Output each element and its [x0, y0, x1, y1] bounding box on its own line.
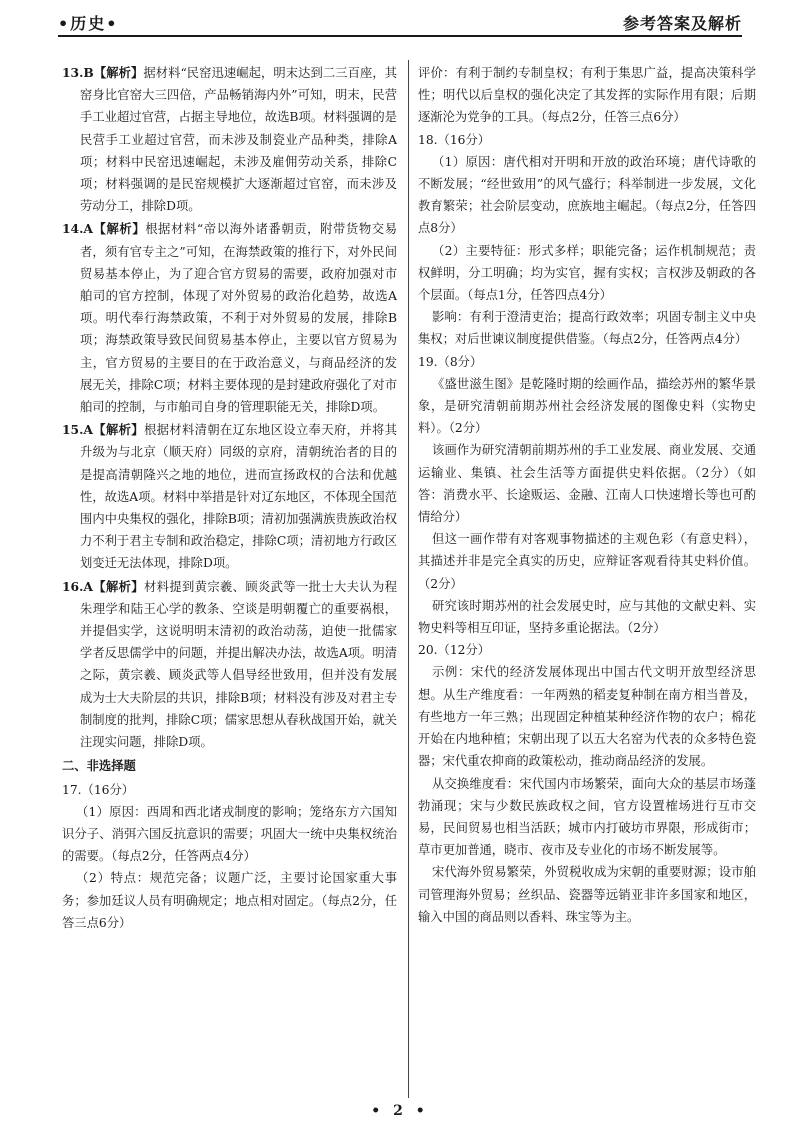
answer-14 [62, 218, 397, 418]
answer-18-impact: 影响：有利于澄清吏治；提高行政效率；巩固专制主义中央集权；对后世谏议制度提供借鉴。（每点2分，任答两点4分） [418, 310, 756, 347]
answer-18-number: 18.（16分） [418, 132, 491, 147]
answer-17-part1: （1）原因：西周和西北诸戎制度的影响；笼络东方六国知识分子、消弭六国反抗意识的需要；巩固大一统中央集权统治的需要。（每点2分，任答两点4分） [62, 804, 397, 864]
answer-13-tag: 13.B【解析】 [62, 65, 144, 80]
answer-20-number: 20.（12分） [418, 643, 491, 658]
answer-15-text: 根据材料清朝在辽东地区设立奉天府，并将其升级为与北京（顺天府）同级的京府，清朝统治者的目的是提高清朝隆兴之地的地位，进而宣扬政权的合法和优越性，故选A项。材料中举措是针对辽东地区，不体现全国范围内中央集权的强化，排除B项；清初加强满族贵族政治权力不利于君主专制和政治稳定，排除C项；清初地方行政区划变迁无法体现，排除D项。 [80, 423, 397, 571]
answer-19-number: 19.（8分） [418, 354, 483, 369]
answer-20-para1: 示例：宋代的经济发展体现出中国古代文明开放型经济思想。从生产维度看：一年两熟的稻麦复种制在南方相当普及，有些地方一年三熟；出现固定种植某种经济作物的农户；棉花开始在内地种植；宋朝出现了以五大名窑为代表的众多特色瓷器；宋代重农抑商的政策松动，推动商品经济的发展。 [418, 665, 756, 769]
answer-16 [62, 576, 397, 754]
document-title: 参考答案及解析 [622, 14, 742, 33]
answer-20-para2: 从交换维度看：宋代国内市场繁荣，面向大众的基层市场蓬勃涌现；宋与少数民族政权之间，官方设置榷场进行互市交易，民间贸易也相当活跃；城市内打破坊市界限，形成街市；草市更加普通，晓市、夜市及专业化的市场不断发展等。 [418, 776, 756, 858]
answer-13 [62, 62, 397, 217]
header-rule [58, 35, 742, 37]
answer-15 [62, 419, 397, 574]
answer-17-part2: （2）特点：规范完备；议题广泛，主要讨论国家重大事务；参加廷议人员有明确规定；地点相对固定。（每点2分，任答三点6分） [62, 871, 397, 930]
answer-20-para3: 宋代海外贸易繁荣，外贸税收成为宋朝的重要财源；设市舶司管理海外贸易；丝织品、瓷器等远销亚非许多国家和地区，输入中国的商品则以香料、珠宝等为主。 [418, 865, 756, 924]
section-title: 二、非选择题 [62, 758, 136, 774]
answer-17-evaluation: 评价：有利于制约专制皇权；有利于集思广益，提高决策科学性；明代以后皇权的强化决定了其发挥的实际作用有限；后期逐渐沦为党争的工具。（每点2分，任答三点6分） [418, 66, 756, 125]
subject-label: •历史• [58, 14, 119, 33]
answer-19-para3: 但这一画作带有对客观事物描述的主观色彩（有意史料），其描述并非是完全真实的历史，应辩证客观看待其史料价值。（2分） [418, 532, 756, 591]
column-divider [408, 60, 409, 1098]
answer-19-para4: 研究该时期苏州的社会发展史时，应与其他的文献史料、实物史料等相互印证，坚持多重论据法。（2分） [418, 598, 756, 636]
left-column [62, 62, 397, 934]
answer-19-para1: 《盛世滋生图》是乾隆时期的绘画作品，描绘苏州的繁华景象，是研究清朝前期苏州社会经济发展的图像史料（实物史料）。（2分） [418, 376, 756, 436]
answer-14-text: 根据材料“帝以海外诸番朝贡，附带货物交易者，须有官专主之”可知，在海禁政策的推行下，对外民间贸易基本停止，为了迎合官方贸易的需要，政府加强对市舶司的官方控制，体现了对外贸易的政治化趋势，故选A项。明代奉行海禁政策，不利于对外贸易的发展，排除B项；海禁政策导致民间贸易基本停止，主要以官方贸易为主，官方贸易的主要目的在于政治意义，与商品经济的发展无关，排除C项；材料主要体现的是封建政府强化了对市舶司的控制，与市舶司自身的管理职能无关，排除D项。 [80, 222, 397, 415]
page-number: • 2 • [371, 1103, 429, 1119]
answer-18-part2: （2）主要特征：形式多样；职能完备；运作机制规范；责权鲜明，分工明确；均为实官，握有实权；言权涉及朝政的各个层面。（每点1分，任答四点4分） [418, 243, 756, 303]
page-header [58, 0, 742, 34]
answer-16-tag: 16.A【解析】 [62, 578, 144, 594]
right-column [418, 62, 756, 928]
answer-16-text: 材料提到黄宗羲、顾炎武等一批士大夫认为程朱理学和陆王心学的教条、空谈是明朝覆亡的重要祸根，并提倡实学，这说明明末清初的政治动荡，迫使一批儒家学者反思儒学中的问题，并提出解决办法，故选A项。明清之际，黄宗羲、顾炎武等人倡导经世致用，但并没有发展成为士大夫阶层的共识，排除B项；材料没有涉及对君主专制制度的批判，排除C项；儒家思想从春秋战国开始，就关注现实问题，排除D项。 [80, 579, 397, 750]
answer-15-tag: 15.A【解析】 [62, 422, 144, 438]
answer-18-part1: （1）原因：唐代相对开明和开放的政治环境；唐代诗歌的不断发展；“经世致用”的风气盛行；科举制进一步发展，文化教育繁荣；社会阶层变动，庶族地主崛起。（每点2分，任答四点8分） [418, 154, 756, 236]
answer-14-tag: 14.A【解析】 [62, 221, 146, 237]
answer-17-number: 17.（16分） [62, 782, 135, 797]
answer-19-para2: 该画作为研究清朝前期苏州的手工业发展、商业发展、交通运输业、集镇、社会生活等方面提供史料依据。（2分）（如答：消费水平、长途贩运、金融、江南人口快速增长等也可酌情给分） [418, 443, 756, 525]
answer-13-text: 据材料“民窑迅速崛起，明末达到二三百座，其窑身比官窑大三四倍，产品畅销海内外”可知，明末，民营手工业超过官营，占据主导地位，故选B项。材料强调的是民营手工业超过官营，而未涉及制瓷业产品种类，排除A项；材料中民窑迅速崛起，未涉及雇佣劳动关系，排除C项；材料强调的是民窑规模扩大逐渐超过官窑，而未涉及劳动分工，排除D项。 [80, 66, 397, 214]
